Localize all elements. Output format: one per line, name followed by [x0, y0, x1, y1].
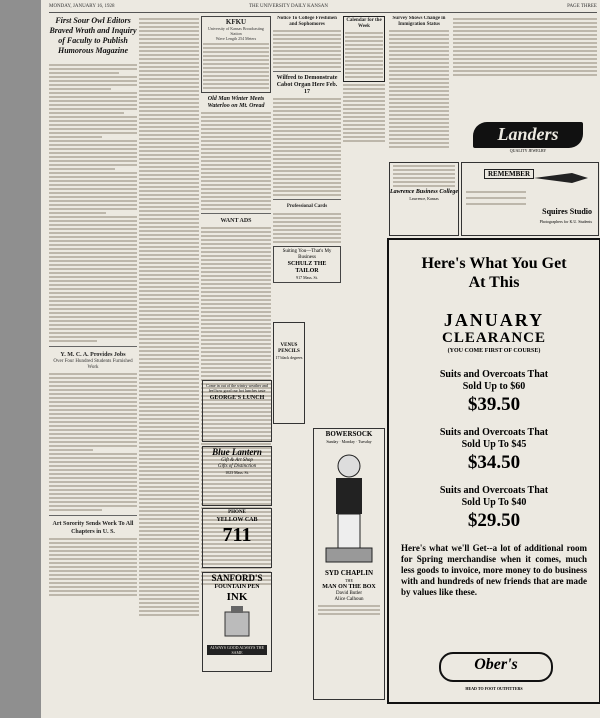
want-ads-title: WANT ADS — [220, 218, 252, 224]
pointing-hand-icon — [532, 167, 592, 189]
schulz-line1: Suiting You—That's My Business — [282, 249, 332, 260]
art-body — [49, 538, 137, 596]
organ-body — [273, 98, 341, 196]
lead-headline: First Sour Owl Editors Braved Wrath and Inquiry of Faculty to Publish Humorous Magazine — [49, 16, 137, 55]
bowersock-star: SYD CHAPLIN — [324, 569, 374, 577]
lead-body — [49, 64, 137, 342]
column-2 — [139, 16, 199, 716]
landers-name: Landers — [497, 124, 559, 144]
blue-lantern-ad — [202, 446, 272, 506]
venus-name: VENUS PENCILS — [278, 343, 300, 354]
obers-item-price: $29.50 — [467, 510, 521, 531]
misc-column — [453, 16, 597, 116]
bowersock-days: Sunday · Monday · Tuesday — [326, 439, 372, 444]
business-college-ad — [389, 162, 459, 236]
obers-intro1: Here's What You Get — [421, 255, 567, 272]
obers-intro2: At This — [468, 274, 520, 291]
business-college-city: Lawrence, Kansas — [409, 196, 439, 201]
obers-item-3 — [389, 485, 599, 533]
column-1 — [49, 16, 137, 716]
venus-ad — [273, 322, 305, 424]
art-headline: Art Sorority Sends Work To All Chapters in U. S. — [52, 521, 134, 535]
sanford-tag: ALWAYS GOOD ALWAYS THE SAME — [207, 645, 267, 655]
georges-ad — [202, 380, 272, 442]
obers-sale2: CLEARANCE — [441, 330, 546, 346]
landers-tag: QUALITY JEWELRY — [509, 148, 547, 153]
squires-name: Squires Studio — [542, 207, 592, 216]
georges-name: GEORGE'S LUNCH — [209, 395, 265, 401]
professional-body — [273, 213, 341, 243]
cab-top: PHONE — [228, 510, 246, 515]
obers-item-line2: Sold Up To $45 — [461, 439, 527, 450]
blue-lantern-addr: 1023 Mass. St. — [225, 470, 249, 475]
obers-logo-frame — [439, 652, 553, 682]
kfku-title: KFKU — [225, 18, 247, 26]
sanford-name: SANFORD'S — [211, 573, 263, 583]
kfku-box — [201, 16, 271, 93]
ymca-body — [49, 373, 137, 511]
colleges-title: Notice To College Freshmen and Sophomores — [277, 16, 337, 27]
yellow-cab-ad — [202, 508, 272, 568]
obers-item-1 — [389, 369, 599, 417]
obers-logo-tag: HEAD TO FOOT OUTFITTERS — [465, 686, 523, 691]
obers-sale1: JANUARY — [443, 310, 545, 330]
sanford-ad — [202, 572, 272, 672]
schulz-ad — [273, 246, 341, 283]
professional-title: Professional Cards — [286, 204, 328, 209]
sanford-line3: INK — [226, 591, 248, 603]
obers-closing: Here's what we'll Get--a lot of additional room for Spring merchandise when it comes, much less goods to invoice, more money to do business with and hundreds of new friends that are made by values like these. — [401, 543, 587, 597]
bowersock-film-prefix: THE — [345, 578, 353, 583]
kfku-sub2: Wave Length 254 Meters — [215, 36, 257, 41]
obers-item-line1: Suits and Overcoats That — [439, 427, 549, 438]
sanford-line2: FOUNTAIN PEN — [214, 584, 260, 590]
business-college-name: Lawrence Business College — [390, 189, 459, 195]
ymca-deck: Over Four Hundred Students Furnished Work — [53, 359, 133, 370]
calendar-title: Calendar for the Week — [346, 18, 382, 29]
calendar-box — [343, 16, 385, 82]
masthead-bar — [49, 2, 597, 13]
blue-lantern-name: Blue Lantern — [212, 447, 262, 457]
cab-number: 711 — [222, 524, 252, 546]
bowersock-with2: Alice Calhoun — [334, 597, 364, 602]
bowersock-ad — [313, 428, 385, 700]
blue-lantern-line1: Gift & Art Shop — [221, 458, 253, 463]
masthead-page: PAGE THREE — [567, 4, 597, 9]
obers-item-price: $39.50 — [467, 394, 521, 415]
obers-ad — [387, 238, 600, 704]
ink-bottle-icon — [203, 604, 271, 640]
venus-tag: 17 black degrees — [275, 355, 303, 360]
survey-headline: Survey Shows Change in Immigration Status — [392, 16, 446, 27]
squires-remember: REMEMBER — [484, 169, 534, 179]
bowersock-film: MAN ON THE BOX — [322, 584, 376, 590]
masthead-title: THE UNIVERSITY DAILY KANSAN — [249, 4, 328, 9]
obers-item-2 — [389, 427, 599, 475]
organ-headline: Wilfred to Demonstrate Cabot Organ Here Feb. 17 — [276, 75, 338, 95]
newspaper-page — [41, 0, 600, 718]
obers-item-line1: Suits and Overcoats That — [439, 485, 549, 496]
bowersock-name: BOWERSOCK — [325, 430, 373, 438]
obers-item-price: $34.50 — [467, 452, 521, 473]
schulz-line2: SCHULZ THE TAILOR — [287, 261, 327, 274]
squires-tag: Photographers for K.U. Students — [539, 219, 592, 224]
colleges-body — [273, 30, 341, 68]
schulz-line3: 917 Mass. St. — [296, 275, 318, 280]
obers-sale-note: (YOU COME FIRST OF COURSE) — [447, 348, 541, 354]
squires-ad — [461, 162, 599, 236]
ymca-headline: Y. M. C. A. Provides Jobs — [60, 352, 126, 358]
obers-logo: Ober's — [474, 656, 518, 673]
obers-item-line2: Sold Up To $40 — [461, 497, 527, 508]
kfku-sub1: University of Kansas Broadcasting Station — [208, 26, 264, 36]
lead-continued — [139, 18, 199, 616]
cab-name: YELLOW CAB — [216, 517, 258, 523]
obers-item-line1: Suits and Overcoats That — [439, 369, 549, 380]
sailor-illustration-icon — [314, 444, 384, 564]
old-man-headline: Old Man Winter Meets Waterloo on Mt. Oread — [207, 96, 265, 109]
georges-line: Come in out of the wintry weather and feel how good our hot lunches taste — [206, 383, 268, 393]
bowersock-with1: David Butler — [336, 591, 362, 596]
landers-ad — [453, 118, 597, 160]
obers-item-line2: Sold Up to $60 — [462, 381, 526, 392]
old-man-body — [201, 112, 271, 210]
masthead-date: MONDAY, JANUARY 16, 1928 — [49, 4, 115, 9]
blue-lantern-line2: Gifts of Distinction — [217, 464, 257, 469]
